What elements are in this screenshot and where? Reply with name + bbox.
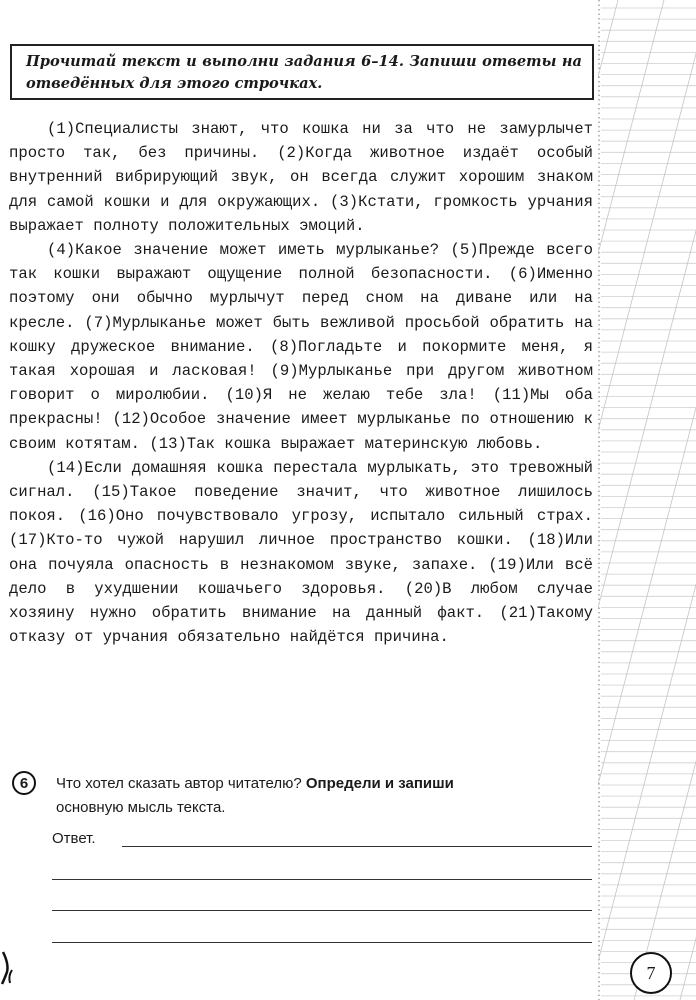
instruction-box bbox=[10, 44, 594, 100]
answer-label: Ответ. bbox=[52, 830, 96, 847]
answer-line-2[interactable] bbox=[52, 879, 592, 880]
answer-line-3[interactable] bbox=[52, 910, 592, 911]
task-number-badge bbox=[12, 771, 36, 795]
reading-passage bbox=[9, 117, 593, 649]
task-number: 6 bbox=[19, 774, 29, 792]
task-question-end: основную мысль текста. bbox=[56, 799, 226, 816]
answer-line-1[interactable] bbox=[122, 846, 592, 847]
ruled-margin bbox=[598, 0, 696, 1000]
task-question-text: Что хотел сказать автор читателю? bbox=[56, 775, 302, 792]
page-number: 7 bbox=[646, 962, 656, 983]
scissors-icon bbox=[0, 950, 16, 986]
page-number-badge bbox=[630, 952, 672, 994]
margin-lines-graphic bbox=[598, 0, 696, 1000]
passage-paragraph-3: (14)Если домашняя кошка перестала мурлыкать, это тревожный сигнал. (15)Такое поведение значит, что животное лишилось покоя. (16)Оно почувствовало угрозу, испытало сильный страх. (17)Кто-то чужой нарушил личное пространство кошки. (18)Или она почуяла опасность в незнакомом звуке, запахе. (19)Или всё дело в ухудшении кошачьего здоровья. (20)В любом случае хозяину нужно обратить внимание на данный факт. (21)Такому отказу от урчания обязательно найдётся причина. bbox=[9, 458, 593, 647]
passage-paragraph-2: (4)Какое значение может иметь мурлыканье? (5)Прежде всего так кошки выражают ощущение полной безопасности. (6)Именно поэтому они обычно мурлычут перед сном на диване или на кресле. (7)Мурлыканье может быть вежливой просьбой обратить на кошку дружеское внимание. (8)Погладьте и покормите меня, я такая хорошая и ласковая! (9)Мурлыканье при другом животном говорит о миролюбии. (10)Я не желаю тебе зла! (11)Мы оба прекрасны! (12)Особое значение имеет мурлыканье по отношению к своим котятам. (13)Так кошка выражает материнскую любовь. bbox=[9, 241, 593, 453]
task-question bbox=[56, 772, 596, 820]
answer-line-4[interactable] bbox=[52, 942, 592, 943]
instruction-text: Прочитай текст и выполни задания 6–14. Запиши ответы на отведённых для этого строчках. bbox=[26, 53, 582, 92]
passage-paragraph-1: (1)Специалисты знают, что кошка ни за что не замурлычет просто так, без причины. (2)Когда животное издаёт особый внутренний вибрирующий звук, он всегда служит хорошим знаком для самой кошки и для окружающих. (3)Кстати, громкость урчания выражает полноту положительных эмоций. bbox=[9, 120, 593, 235]
task-question-emphasis: Определи и запиши bbox=[305, 775, 454, 792]
